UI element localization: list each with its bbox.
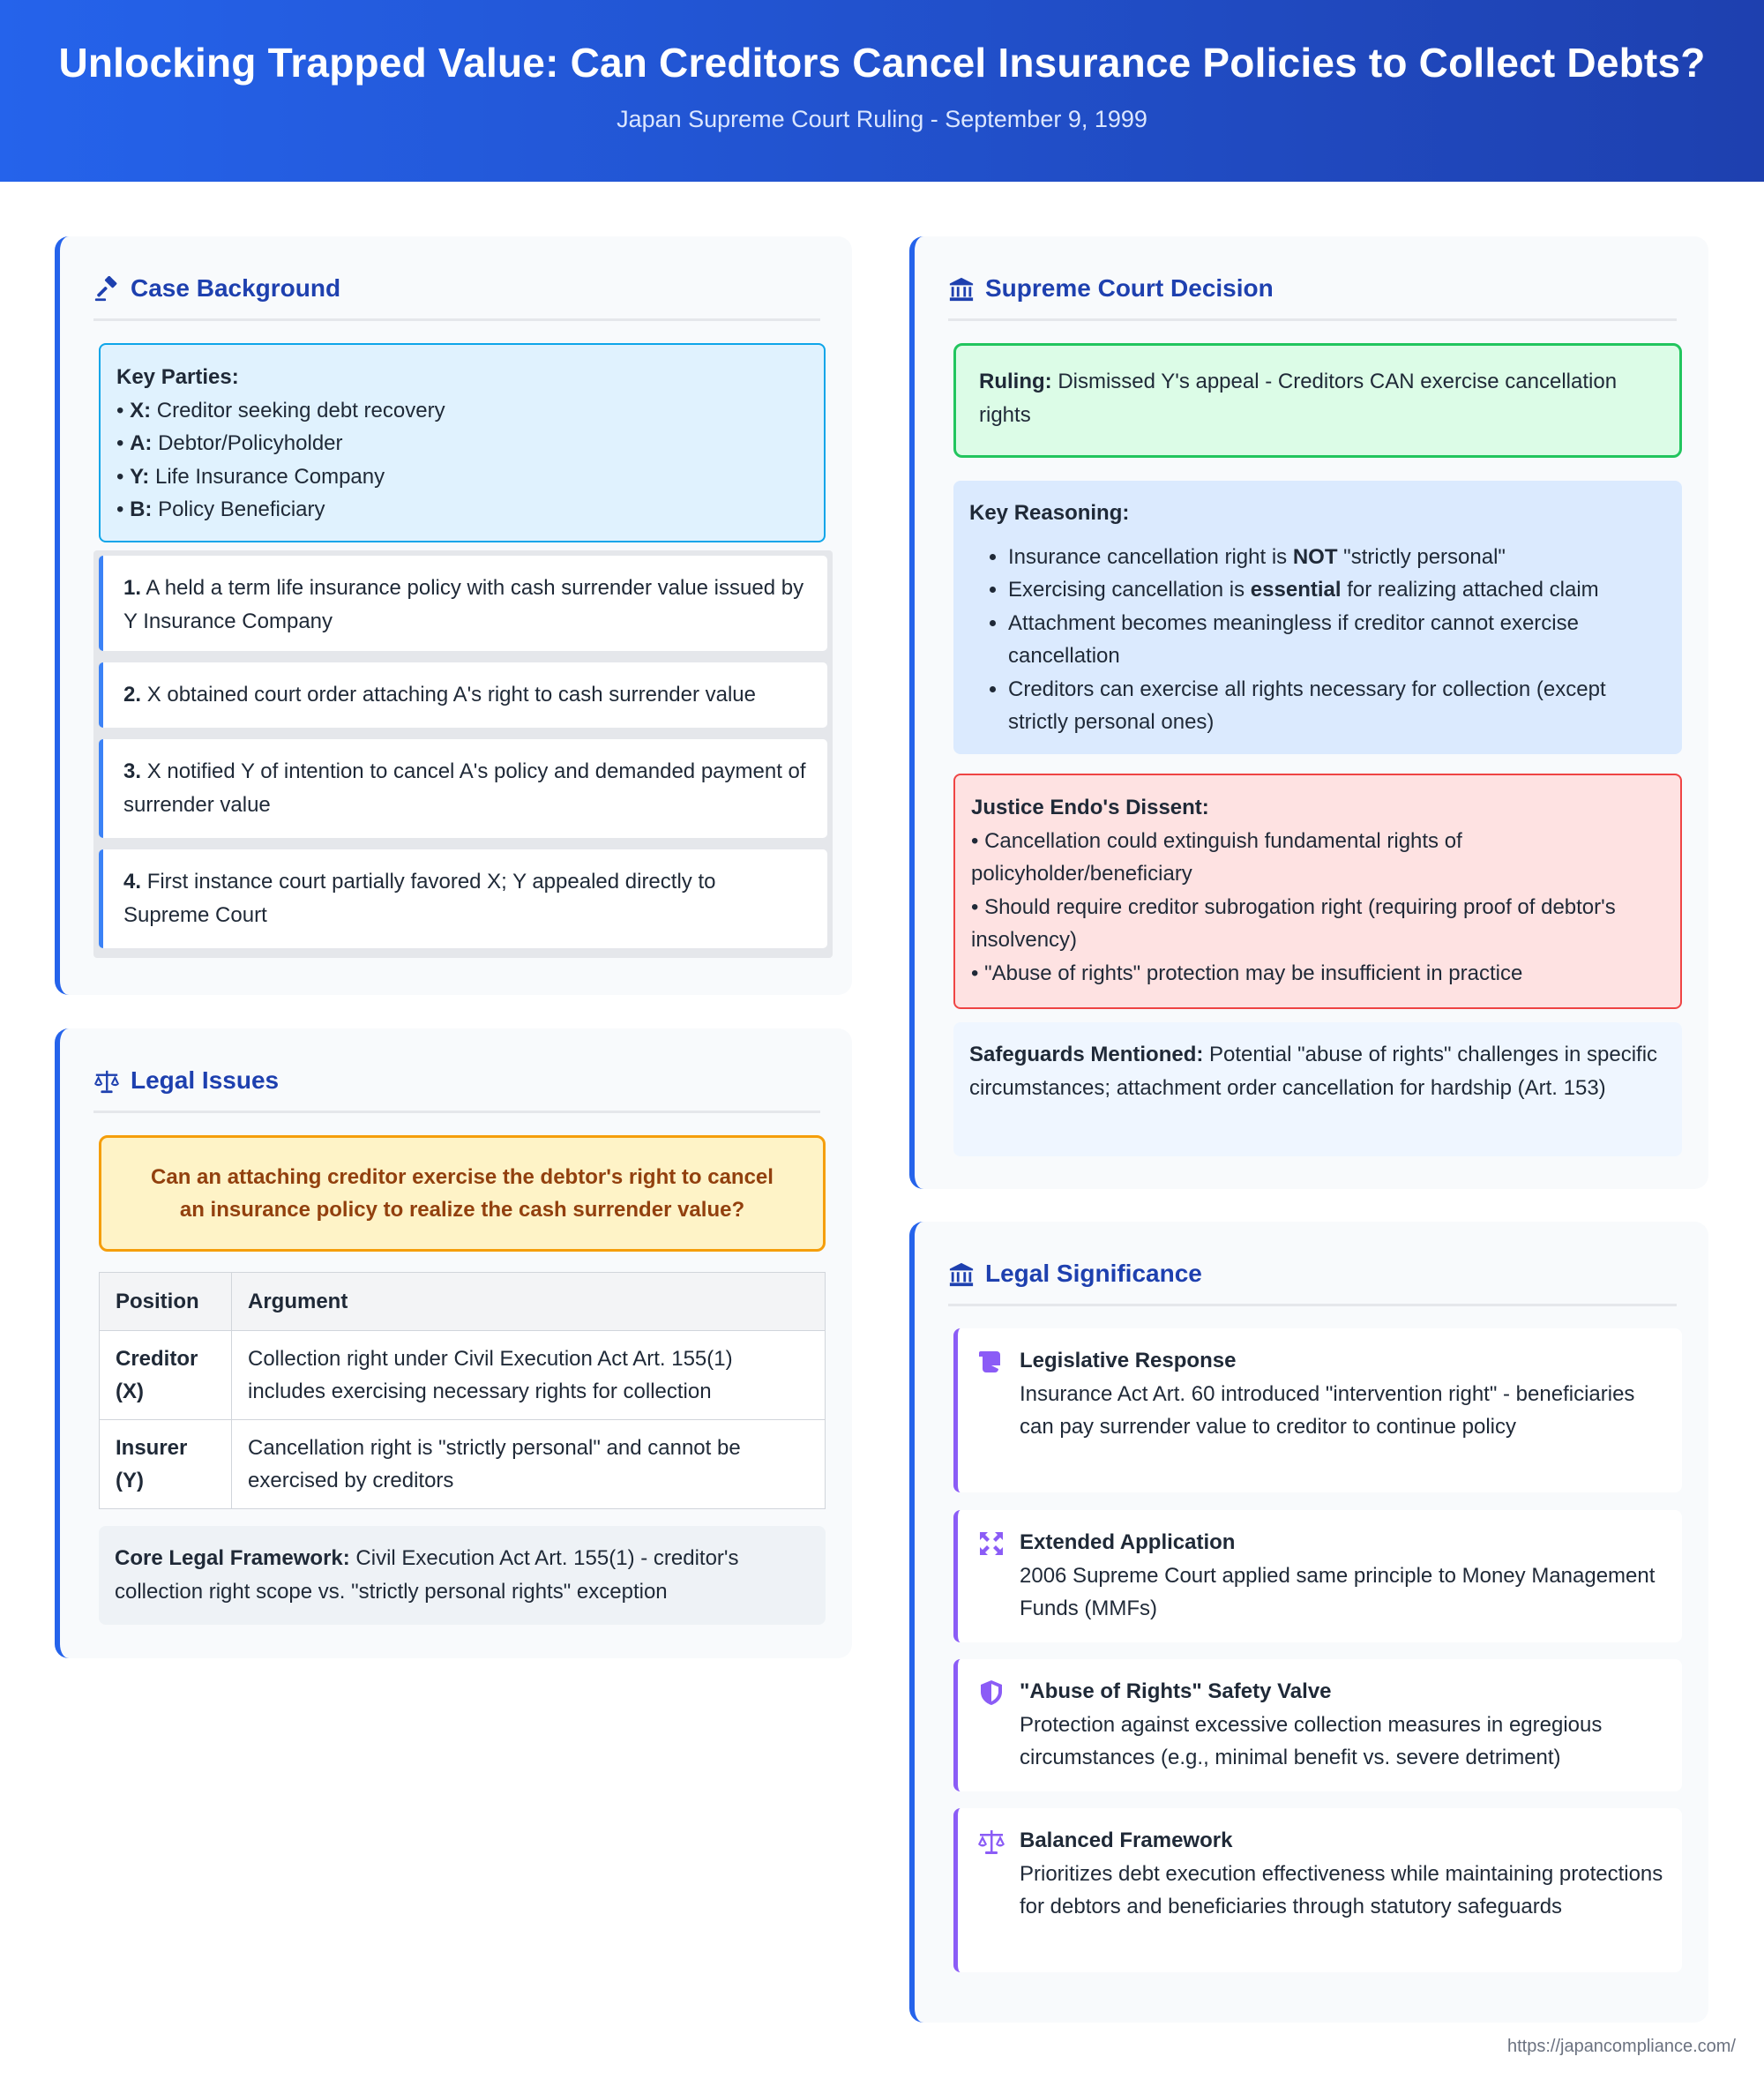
significance-item-text: Protection against excessive collection measures in egregious circumstances (e.g., minimal benefit vs. severe detriment)	[1020, 1712, 1603, 1769]
position-cell: Creditor (X)	[100, 1331, 232, 1420]
dissent-heading: Justice Endo's Dissent:	[971, 796, 1209, 819]
core-framework-box: Core Legal Framework: Civil Execution Act Art. 155(1) - creditor's collection right scope vs. "strictly personal rights" exception	[99, 1526, 826, 1625]
argument-cell: Collection right under Civil Execution Act Art. 155(1) includes exercising necessary rights for collection	[232, 1331, 826, 1420]
key-reasoning-box	[953, 481, 1682, 754]
significance-item-heading: Legislative Response	[1020, 1349, 1237, 1372]
ruling-box: Ruling: Dismissed Y's appeal - Creditors CAN exercise cancellation rights	[953, 343, 1682, 458]
significance-heading	[948, 1222, 1677, 1306]
significance-item-heading: Extended Application	[1020, 1530, 1236, 1554]
party-item: • Y: Life Insurance Company	[116, 464, 385, 489]
page-header	[0, 0, 1764, 182]
safeguards-box: Safeguards Mentioned: Potential "abuse of rights" challenges in specific circumstances; attachment order cancellation for hardship (Art. 153)	[953, 1022, 1682, 1156]
significance-title: Legal Significance	[985, 1260, 1202, 1287]
case-background-card	[55, 236, 852, 995]
dissent-box	[953, 774, 1682, 1009]
case-background-title: Case Background	[131, 274, 341, 302]
significance-item	[953, 1808, 1682, 1972]
significance-item-text: Insurance Act Art. 60 introduced "intervention right" - beneficiaries can pay surrender value to creditor to continue policy	[1020, 1381, 1635, 1439]
column-header-position: Position	[100, 1273, 232, 1331]
table-row	[100, 1420, 826, 1509]
scroll-icon	[977, 1348, 1005, 1376]
reasoning-item: • Creditors can exercise all rights necessary for collection (except strictly personal ones)	[1008, 673, 1666, 739]
footer-url[interactable]: https://japancompliance.com/	[1506, 2037, 1736, 2056]
significance-card	[909, 1222, 1708, 2023]
case-step: 2. X obtained court order attaching A's right to cash surrender value	[99, 662, 827, 728]
positions-table	[99, 1272, 826, 1509]
table-header-row	[100, 1273, 826, 1331]
page-title: Unlocking Trapped Value: Can Creditors Cancel Insurance Policies to Collect Debts?	[58, 40, 1706, 86]
gavel-icon	[93, 276, 120, 303]
case-steps	[93, 550, 833, 958]
case-step: 4. First instance court partially favored X; Y appealed directly to Supreme Court	[99, 849, 827, 948]
case-step: 3. X notified Y of intention to cancel A's policy and demanded payment of surrender value	[99, 739, 827, 838]
position-cell: Insurer (Y)	[100, 1420, 232, 1509]
party-item: • B: Policy Beneficiary	[116, 497, 325, 521]
significance-item	[953, 1328, 1682, 1492]
party-item: • A: Debtor/Policyholder	[116, 431, 343, 455]
shield-icon	[977, 1679, 1005, 1707]
landmark-icon	[948, 1261, 975, 1288]
key-reasoning-heading: Key Reasoning:	[969, 501, 1130, 525]
significance-item-heading: Balanced Framework	[1020, 1828, 1233, 1852]
significance-item-text: 2006 Supreme Court applied same principle to Money Management Funds (MMFs)	[1020, 1563, 1656, 1620]
scale-icon	[977, 1828, 1005, 1856]
scale-icon	[93, 1068, 120, 1095]
party-item: • X: Creditor seeking debt recovery	[116, 398, 445, 423]
key-parties-heading: Key Parties:	[116, 365, 239, 389]
reasoning-item: • Exercising cancellation is essential for realizing attached claim	[1008, 573, 1666, 607]
significance-item	[953, 1659, 1682, 1791]
landmark-icon	[948, 276, 975, 303]
legal-issues-heading	[93, 1028, 820, 1113]
decision-title: Supreme Court Decision	[985, 274, 1274, 302]
dissent-item: • "Abuse of rights" protection may be insufficient in practice	[971, 961, 1523, 985]
legal-issues-card	[55, 1028, 852, 1658]
dissent-item: • Should require creditor subrogation right (requiring proof of debtor's insolvency)	[971, 894, 1616, 952]
significance-item-text: Prioritizes debt execution effectiveness while maintaining protections for debtors and beneficiaries through statutory safeguards	[1020, 1861, 1663, 1918]
decision-heading	[948, 236, 1677, 321]
key-parties-box	[99, 343, 826, 542]
argument-cell: Cancellation right is "strictly personal" and cannot be exercised by creditors	[232, 1420, 826, 1509]
central-question: Can an attaching creditor exercise the debtor's right to cancel an insurance policy to realize the cash surrender value?	[99, 1135, 826, 1252]
case-background-heading	[93, 236, 820, 321]
expand-icon	[977, 1529, 1005, 1558]
significance-item-heading: "Abuse of Rights" Safety Valve	[1020, 1679, 1332, 1703]
page-subtitle: Japan Supreme Court Ruling - September 9, 1999	[617, 106, 1147, 132]
legal-issues-title: Legal Issues	[131, 1066, 280, 1094]
table-row	[100, 1331, 826, 1420]
dissent-item: • Cancellation could extinguish fundamental rights of policyholder/beneficiary	[971, 828, 1462, 886]
decision-card	[909, 236, 1708, 1189]
column-header-argument: Argument	[232, 1273, 826, 1331]
case-step: 1. A held a term life insurance policy with cash surrender value issued by Y Insurance Company	[99, 556, 827, 651]
reasoning-item: • Attachment becomes meaningless if creditor cannot exercise cancellation	[1008, 607, 1666, 673]
reasoning-item: • Insurance cancellation right is NOT "strictly personal"	[1008, 541, 1666, 574]
significance-item	[953, 1510, 1682, 1642]
